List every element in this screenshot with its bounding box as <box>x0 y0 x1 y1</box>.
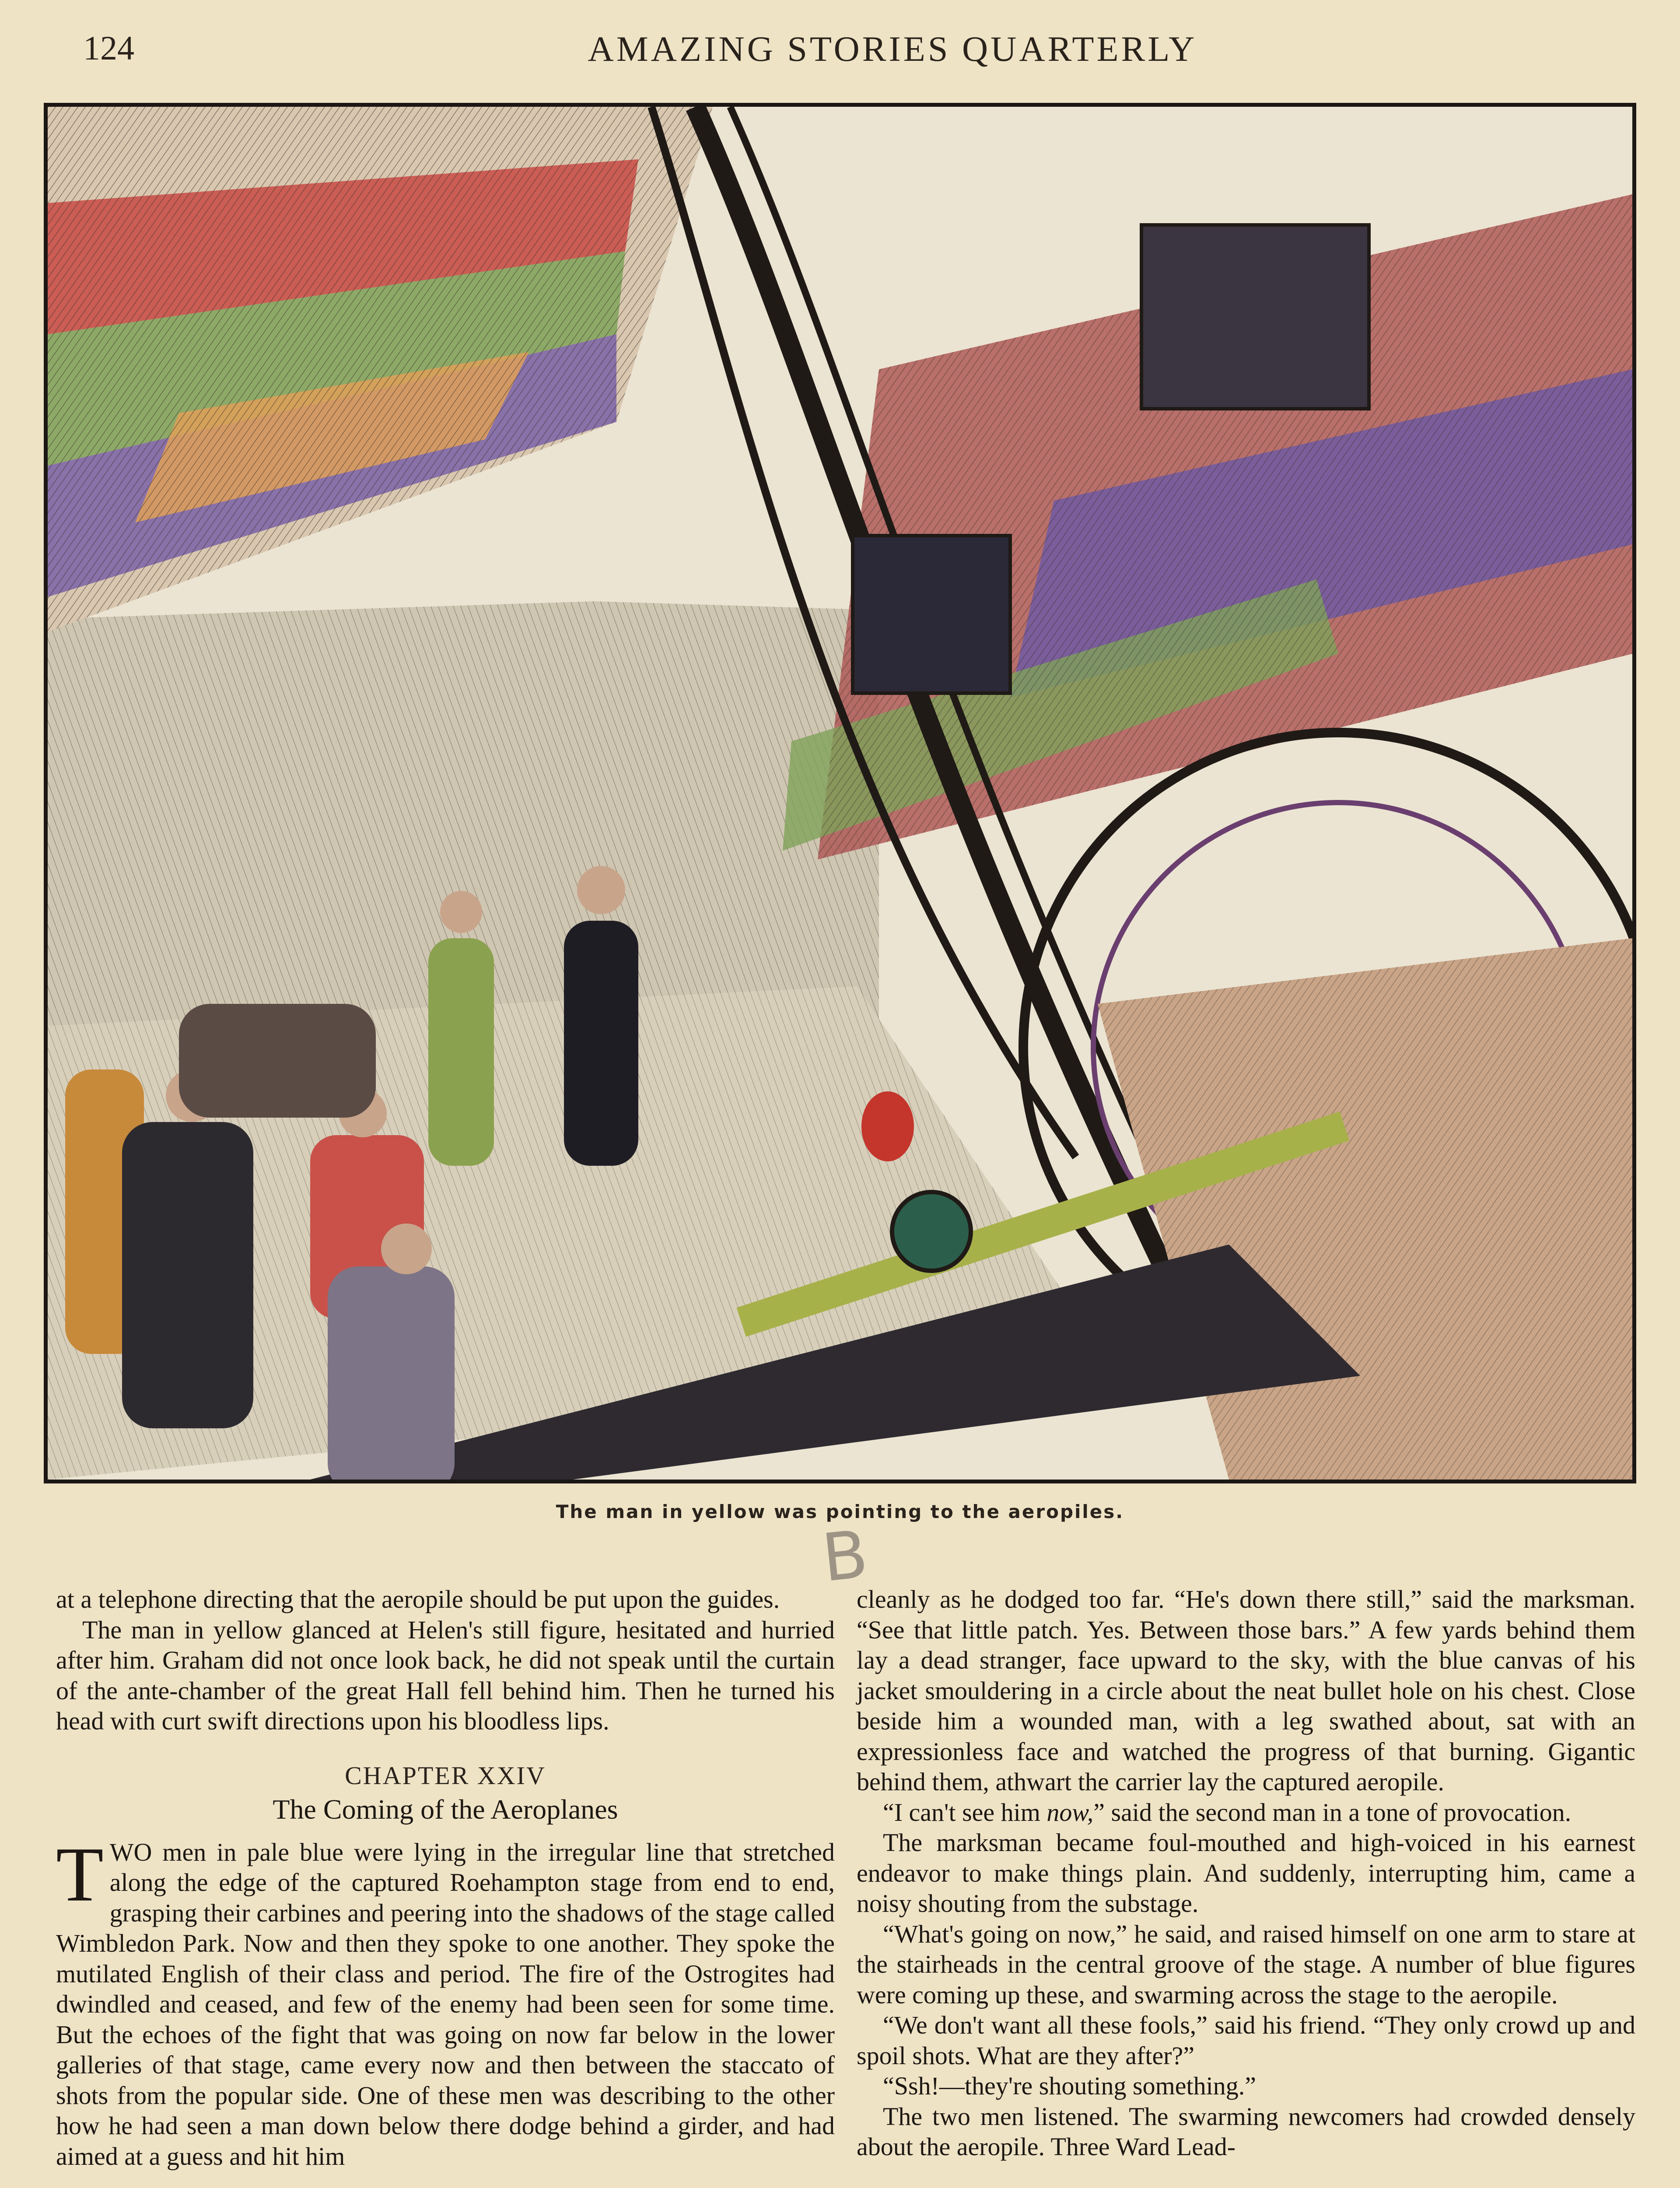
paragraph: The man in yellow glanced at Helen's still figure, hesitated and hurried after him. Graham did not once look back, he did not speak until the curtain of the ante-chamber of the great Hall fell behind him. Then he turned his head with curt swift directions upon his bloodless lips. <box>56 1615 835 1735</box>
illustration <box>44 103 1636 1483</box>
paragraph: cleanly as he dodged too far. “He's down there still,” said the marksman. “See that little patch. Yes. Between those bars.” A few yards behind them lay a dead stranger, face upward to the sky, with the blue canvas of his jacket smouldering in a circle about the neat bullet hole on his chest. Close beside him a wounded man, with a leg swathed about, sat with an expressionless face and watched the progress of that burning. Gigantic behind them, athwart the carrier lay the captured aeropile. <box>857 1585 1635 1796</box>
pencil-mark: B <box>819 1516 872 1597</box>
paragraph: at a telephone directing that the aeropile should be put upon the guides. <box>56 1585 780 1613</box>
first-paragraph-text: WO men in pale blue were lying in the irregular line that stretched along the edge of the captured Roehampton stage from end to end, grasping their carbines and peering into the shadows of the stage called Wimbledon Park. Now and then they spoke to one another. They spoke the mutilated English of their class and period. The fire of the Ostrogites had dwindled and ceased, and few of the enemy had been seen for some time. But the echoes of the fight that was going on now far below in the lower galleries of that stage, came every now and then between the staccato of shots from the popular side. One of these men was describing to the other how he had seen a man down below there dodge behind a girder, and had aimed at a guess and hit him <box>56 1837 835 2170</box>
drop-cap: T <box>56 1830 104 1918</box>
chapter-title: The Coming of the Aeroplanes <box>273 1794 618 1825</box>
paragraph <box>857 1797 1635 1828</box>
paragraph-text: “I can't see him <box>883 1798 1047 1827</box>
illustration-caption: The man in yellow was pointing to the aeropiles. <box>556 1501 1124 1522</box>
paragraph-text: ” said the second man in a tone of provocation. <box>1093 1798 1572 1827</box>
left-column <box>56 1584 835 2171</box>
running-title: AMAZING STORIES QUARTERLY <box>588 29 1197 69</box>
paragraph: “We don't want all these fools,” said his friend. “They only crowd up and spoil shots. What are they after?” <box>857 2011 1635 2070</box>
paragraph: “What's going on now,” he said, and raised himself on one arm to stare at the stairheads in the central groove of the stage. A number of blue figures were coming up these, and swarming across the stage to the aeropile. <box>857 1919 1635 2009</box>
first-paragraph <box>56 1830 835 2172</box>
right-column <box>857 1584 1635 2162</box>
page-number: 124 <box>83 29 134 67</box>
emphasis-text: now, <box>1046 1798 1094 1827</box>
chapter-number: CHAPTER XXIV <box>345 1761 546 1790</box>
page-header <box>0 24 1680 81</box>
paragraph: “Ssh!—they're shouting something.” <box>883 2072 1256 2100</box>
paragraph: The two men listened. The swarming newcomers had crowded densely about the aeropile. Three Ward Lead- <box>857 2102 1635 2161</box>
airship-deck-illustration <box>48 107 1632 1480</box>
paragraph: The marksman became foul-mouthed and high-voiced in his earnest endeavor to make things plain. And suddenly, interrupting him, came a noisy shouting from the substage. <box>857 1828 1635 1918</box>
